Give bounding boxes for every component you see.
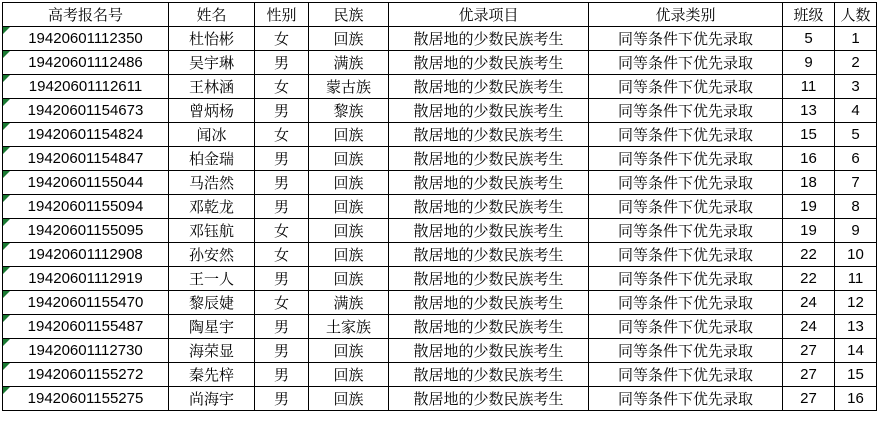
cell-class[interactable]: 27 [783,363,835,387]
cell-project[interactable]: 散居地的少数民族考生 [389,243,589,267]
cell-count[interactable]: 2 [835,51,877,75]
cell-ethnicity[interactable]: 回族 [309,387,389,411]
cell-exam-id-text: 19420601112350 [28,30,143,47]
cell-sex[interactable]: 男 [255,339,309,363]
cell-category[interactable]: 同等条件下优先录取 [589,171,783,195]
cell-class[interactable]: 9 [783,51,835,75]
spreadsheet-area [0,2,878,430]
cell-ethnicity[interactable]: 回族 [309,219,389,243]
cell-exam-id-text: 19420601155272 [27,366,144,383]
cell-category[interactable]: 同等条件下优先录取 [589,267,783,291]
cell-exam-id-text: 19420601155094 [27,198,144,215]
cell-project[interactable]: 散居地的少数民族考生 [389,291,589,315]
cell-count[interactable]: 16 [835,387,877,411]
cell-name[interactable]: 邓钰航 [169,219,255,243]
cell-ethnicity[interactable]: 土家族 [309,315,389,339]
table-row[interactable] [3,99,877,123]
cell-project[interactable]: 散居地的少数民族考生 [389,339,589,363]
cell-project[interactable]: 散居地的少数民族考生 [389,387,589,411]
cell-ethnicity[interactable]: 回族 [309,195,389,219]
cell-category[interactable]: 同等条件下优先录取 [589,387,783,411]
cell-category[interactable]: 同等条件下优先录取 [589,195,783,219]
cell-sex[interactable]: 男 [255,195,309,219]
cell-exam-id[interactable] [3,363,169,387]
cell-sex[interactable]: 女 [255,27,309,51]
cell-error-marker-icon [3,363,10,370]
cell-exam-id-text: 19420601154847 [27,150,144,167]
table-row[interactable] [3,363,877,387]
cell-exam-id[interactable] [3,219,169,243]
table-row[interactable] [3,339,877,363]
cell-exam-id[interactable] [3,147,169,171]
cell-project[interactable]: 散居地的少数民族考生 [389,27,589,51]
cell-category[interactable]: 同等条件下优先录取 [589,27,783,51]
cell-category[interactable]: 同等条件下优先录取 [589,219,783,243]
cell-project[interactable]: 散居地的少数民族考生 [389,171,589,195]
cell-class[interactable]: 22 [783,267,835,291]
students-table [2,2,877,411]
cell-exam-id[interactable] [3,243,169,267]
cell-project[interactable]: 散居地的少数民族考生 [389,363,589,387]
cell-sex[interactable]: 男 [255,171,309,195]
cell-class[interactable]: 24 [783,315,835,339]
cell-error-marker-icon [3,387,10,394]
cell-class[interactable]: 13 [783,99,835,123]
table-row[interactable] [3,75,877,99]
cell-count[interactable]: 15 [835,363,877,387]
cell-class[interactable]: 5 [783,27,835,51]
cell-error-marker-icon [3,219,10,226]
cell-exam-id[interactable] [3,195,169,219]
cell-count[interactable]: 4 [835,99,877,123]
cell-count[interactable]: 1 [835,27,877,51]
cell-category[interactable]: 同等条件下优先录取 [589,243,783,267]
cell-exam-id-text: 19420601112486 [28,54,143,71]
cell-error-marker-icon [3,99,10,106]
cell-exam-id-text: 19420601154824 [27,126,144,143]
cell-sex[interactable]: 女 [255,243,309,267]
cell-exam-id[interactable] [3,291,169,315]
cell-sex[interactable]: 男 [255,315,309,339]
cell-error-marker-icon [3,195,10,202]
cell-error-marker-icon [3,27,10,34]
cell-name[interactable]: 马浩然 [169,171,255,195]
cell-exam-id[interactable] [3,171,169,195]
column-header-id[interactable]: 高考报名号 [3,3,169,27]
cell-count[interactable]: 14 [835,339,877,363]
cell-name[interactable]: 尚海宇 [169,387,255,411]
cell-sex[interactable]: 男 [255,99,309,123]
cell-exam-id[interactable] [3,27,169,51]
cell-sex[interactable]: 女 [255,123,309,147]
cell-project[interactable]: 散居地的少数民族考生 [389,99,589,123]
table-row[interactable] [3,219,877,243]
cell-exam-id[interactable] [3,315,169,339]
cell-count[interactable]: 5 [835,123,877,147]
cell-sex[interactable]: 男 [255,387,309,411]
cell-name[interactable]: 陶星宇 [169,315,255,339]
cell-exam-id-text: 19420601155095 [27,222,144,239]
cell-project[interactable]: 散居地的少数民族考生 [389,51,589,75]
cell-project[interactable]: 散居地的少数民族考生 [389,219,589,243]
cell-exam-id-text: 19420601154673 [27,102,144,119]
cell-project[interactable]: 散居地的少数民族考生 [389,267,589,291]
cell-name[interactable]: 闻冰 [169,123,255,147]
column-header-count[interactable]: 人数 [835,3,877,27]
cell-exam-id-text: 19420601112730 [28,342,143,359]
cell-count[interactable]: 6 [835,147,877,171]
cell-class[interactable]: 15 [783,123,835,147]
cell-category[interactable]: 同等条件下优先录取 [589,123,783,147]
column-header-project[interactable]: 优录项目 [389,3,589,27]
cell-ethnicity[interactable]: 满族 [309,51,389,75]
cell-exam-id[interactable] [3,387,169,411]
cell-class[interactable]: 18 [783,171,835,195]
cell-category[interactable]: 同等条件下优先录取 [589,291,783,315]
cell-ethnicity[interactable]: 满族 [309,291,389,315]
cell-name[interactable]: 邓乾龙 [169,195,255,219]
table-body [3,27,877,411]
cell-ethnicity[interactable]: 回族 [309,363,389,387]
cell-count[interactable]: 13 [835,315,877,339]
cell-name[interactable]: 王林涵 [169,75,255,99]
cell-count[interactable]: 3 [835,75,877,99]
cell-name[interactable]: 海荣显 [169,339,255,363]
column-header-ethnicity[interactable]: 民族 [309,3,389,27]
cell-category[interactable]: 同等条件下优先录取 [589,315,783,339]
cell-name[interactable]: 王一人 [169,267,255,291]
cell-name[interactable]: 秦先梓 [169,363,255,387]
cell-error-marker-icon [3,75,10,82]
column-header-name[interactable]: 姓名 [169,3,255,27]
cell-ethnicity[interactable]: 回族 [309,147,389,171]
cell-project[interactable]: 散居地的少数民族考生 [389,75,589,99]
column-header-category[interactable]: 优录类别 [589,3,783,27]
table-row[interactable] [3,171,877,195]
cell-exam-id-text: 19420601112611 [28,78,143,95]
cell-error-marker-icon [3,147,10,154]
table-row[interactable] [3,27,877,51]
cell-project[interactable]: 散居地的少数民族考生 [389,147,589,171]
cell-ethnicity[interactable]: 回族 [309,339,389,363]
table-row[interactable] [3,51,877,75]
table-row[interactable] [3,267,877,291]
cell-exam-id[interactable] [3,51,169,75]
cell-name[interactable]: 曾炳杨 [169,99,255,123]
cell-name[interactable]: 吴宇琳 [169,51,255,75]
table-row[interactable] [3,195,877,219]
cell-project[interactable]: 散居地的少数民族考生 [389,315,589,339]
cell-category[interactable]: 同等条件下优先录取 [589,363,783,387]
cell-class[interactable]: 11 [783,75,835,99]
cell-ethnicity[interactable]: 回族 [309,27,389,51]
table-row[interactable] [3,291,877,315]
table-row[interactable] [3,123,877,147]
cell-count[interactable]: 8 [835,195,877,219]
cell-error-marker-icon [3,291,10,298]
cell-count[interactable]: 7 [835,171,877,195]
cell-project[interactable]: 散居地的少数民族考生 [389,195,589,219]
cell-sex[interactable]: 男 [255,51,309,75]
cell-count[interactable]: 12 [835,291,877,315]
cell-exam-id[interactable] [3,75,169,99]
cell-name[interactable]: 杜怡彬 [169,27,255,51]
cell-class[interactable]: 19 [783,195,835,219]
cell-category[interactable]: 同等条件下优先录取 [589,99,783,123]
cell-class[interactable]: 16 [783,147,835,171]
cell-category[interactable]: 同等条件下优先录取 [589,75,783,99]
cell-class[interactable]: 27 [783,339,835,363]
cell-ethnicity[interactable]: 回族 [309,267,389,291]
cell-ethnicity[interactable]: 回族 [309,171,389,195]
cell-sex[interactable]: 男 [255,363,309,387]
cell-ethnicity[interactable]: 黎族 [309,99,389,123]
cell-category[interactable]: 同等条件下优先录取 [589,51,783,75]
cell-category[interactable]: 同等条件下优先录取 [589,147,783,171]
table-header-row [3,3,877,27]
table-row[interactable] [3,315,877,339]
cell-exam-id-text: 19420601155044 [27,174,144,191]
cell-sex[interactable]: 男 [255,147,309,171]
cell-exam-id-text: 19420601155470 [27,294,144,311]
cell-name[interactable]: 柏金瑞 [169,147,255,171]
cell-exam-id-text: 19420601155487 [27,318,144,335]
cell-error-marker-icon [3,171,10,178]
cell-error-marker-icon [3,315,10,322]
cell-exam-id-text: 19420601112919 [28,270,143,287]
table-row[interactable] [3,243,877,267]
column-header-class[interactable]: 班级 [783,3,835,27]
cell-count[interactable]: 9 [835,219,877,243]
cell-exam-id[interactable] [3,267,169,291]
cell-sex[interactable]: 女 [255,75,309,99]
cell-exam-id[interactable] [3,123,169,147]
cell-error-marker-icon [3,51,10,58]
table-row[interactable] [3,147,877,171]
cell-ethnicity[interactable]: 回族 [309,243,389,267]
cell-exam-id[interactable] [3,339,169,363]
cell-sex[interactable]: 男 [255,267,309,291]
cell-name[interactable]: 孙安然 [169,243,255,267]
table-row[interactable] [3,387,877,411]
cell-sex[interactable]: 女 [255,219,309,243]
cell-count[interactable]: 10 [835,243,877,267]
cell-exam-id-text: 19420601112908 [28,246,143,263]
cell-error-marker-icon [3,243,10,250]
cell-ethnicity[interactable]: 蒙古族 [309,75,389,99]
cell-exam-id[interactable] [3,99,169,123]
cell-sex[interactable]: 女 [255,291,309,315]
cell-class[interactable]: 19 [783,219,835,243]
cell-ethnicity[interactable]: 回族 [309,123,389,147]
cell-error-marker-icon [3,339,10,346]
cell-category[interactable]: 同等条件下优先录取 [589,339,783,363]
cell-class[interactable]: 22 [783,243,835,267]
cell-count[interactable]: 11 [835,267,877,291]
cell-class[interactable]: 24 [783,291,835,315]
cell-exam-id-text: 19420601155275 [27,390,144,407]
cell-error-marker-icon [3,267,10,274]
cell-error-marker-icon [3,123,10,130]
cell-name[interactable]: 黎辰婕 [169,291,255,315]
cell-class[interactable]: 27 [783,387,835,411]
column-header-sex[interactable]: 性别 [255,3,309,27]
cell-project[interactable]: 散居地的少数民族考生 [389,123,589,147]
